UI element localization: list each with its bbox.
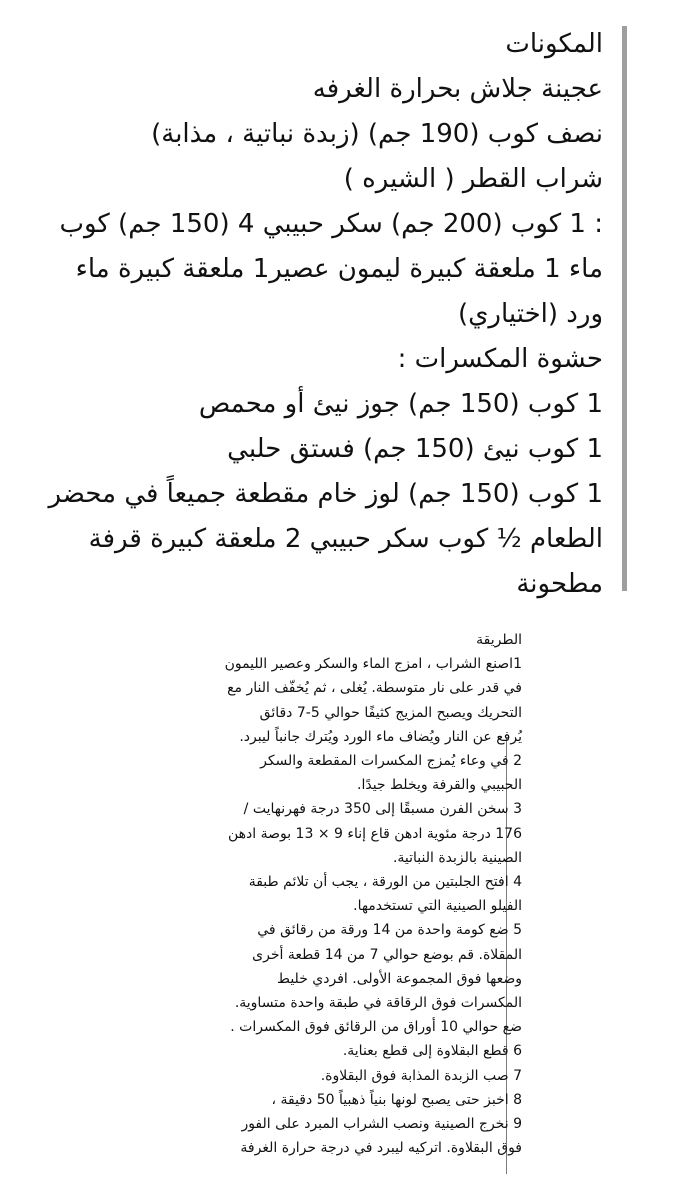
- ingredient-line: : 1 كوب (200 جم) سكر حبيبي 4 (150 جم) كوب: [59, 209, 603, 239]
- method-step-line: 1اصنع الشراب ، امزج الماء والسكر وعصير الليمون: [224, 656, 522, 673]
- method-section: [150, 628, 522, 1160]
- ingredient-line: عجينة جلاش بحرارة الغرفه: [312, 74, 603, 104]
- method-step-line: 9 نخرج الصينية ونصب الشراب المبرد على الفور: [241, 1116, 522, 1133]
- ingredient-line: 1 كوب (150 جم) جوز نيئ أو محمص: [198, 389, 603, 419]
- method-step-line: 6 قطع البقلاوة إلى قطع بعناية.: [342, 1043, 522, 1060]
- method-step-line: المقلاة. قم بوضع حوالي 7 من 14 قطعة أخرى: [252, 946, 522, 963]
- method-step-line: 2 في وعاء يُمزج المكسرات المقطعة والسكر: [260, 753, 522, 770]
- method-step-line: وضعها فوق المجموعة الأولى. افردي خليط: [277, 970, 522, 987]
- ingredient-line: مطحونة: [516, 569, 603, 599]
- ingredient-line: ورد (اختياري): [457, 299, 603, 329]
- method-step-line: 4 افتح الجلبتين من الورقة ، يجب أن تلائم طبقة: [248, 874, 522, 891]
- ingredient-line: 1 كوب (150 جم) لوز خام مقطعة جميعاً في محضر: [48, 479, 603, 509]
- method-step-line: يُرفع عن النار ويُضاف ماء الورد ويُترك جانباً ليبرد.: [239, 728, 522, 745]
- method-step-line: الصينية بالزبدة النباتية.: [392, 849, 522, 866]
- method-step-line: في قدر على نار متوسطة. يُغلى ، ثم يُخفّف النار مع: [227, 680, 522, 697]
- method-step-line: 5 ضع كومة واحدة من 14 ورقة من رقائق في: [257, 922, 522, 939]
- method-step-line: التحريك ويصبح المزيج كثيفًا حوالي 5-7 دقائق: [259, 704, 522, 721]
- method-step-line: الحبيبي والقرفة ويخلط جيدًا.: [357, 777, 522, 794]
- method-step-line: 176 درجة مئوية ادهن قاع إناء 9 × 13 بوصة ادهن: [227, 825, 522, 842]
- ingredient-line: ماء 1 ملعقة كبيرة ليمون عصير1 ملعقة كبيرة ماء: [75, 254, 603, 284]
- method-step-line: ضع حوالي 10 أوراق من الرقائق فوق المكسرات .: [230, 1019, 522, 1036]
- method-heading: الطريقة: [476, 632, 522, 648]
- ingredients-heading: المكونات: [505, 29, 603, 59]
- ingredient-line: الطعام ½ كوب سكر حبيبي 2 ملعقة كبيرة قرفة: [88, 524, 603, 554]
- ingredients-section: [28, 22, 603, 607]
- syrup-heading: شراب القطر ( الشيره ): [343, 164, 603, 194]
- ingredient-line: 1 كوب نيئ (150 جم) فستق حلبي: [227, 434, 603, 464]
- method-step-line: فوق البقلاوة. اتركيه ليبرد في درجة حرارة الغرفة: [240, 1140, 522, 1157]
- method-step-line: المكسرات فوق الرقاقة في طبقة واحدة متساوية.: [234, 995, 522, 1012]
- method-step-line: 7 صب الزبدة المذابة فوق البقلاوة.: [320, 1067, 522, 1084]
- quote-bar: [622, 26, 627, 591]
- filling-heading: حشوة المكسرات :: [397, 344, 603, 374]
- method-step-line: 3 سخن الفرن مسبقًا إلى 350 درجة فهرنهايت /: [243, 801, 522, 818]
- ingredient-line: نصف كوب (190 جم) (زبدة نباتية ، مذابة): [151, 119, 603, 149]
- method-step-line: 8 اخبز حتى يصبح لونها بنياً ذهبياً 50 دقيقة ،: [271, 1091, 522, 1108]
- method-step-line: الفيلو الصينية التي تستخدمها.: [353, 898, 522, 915]
